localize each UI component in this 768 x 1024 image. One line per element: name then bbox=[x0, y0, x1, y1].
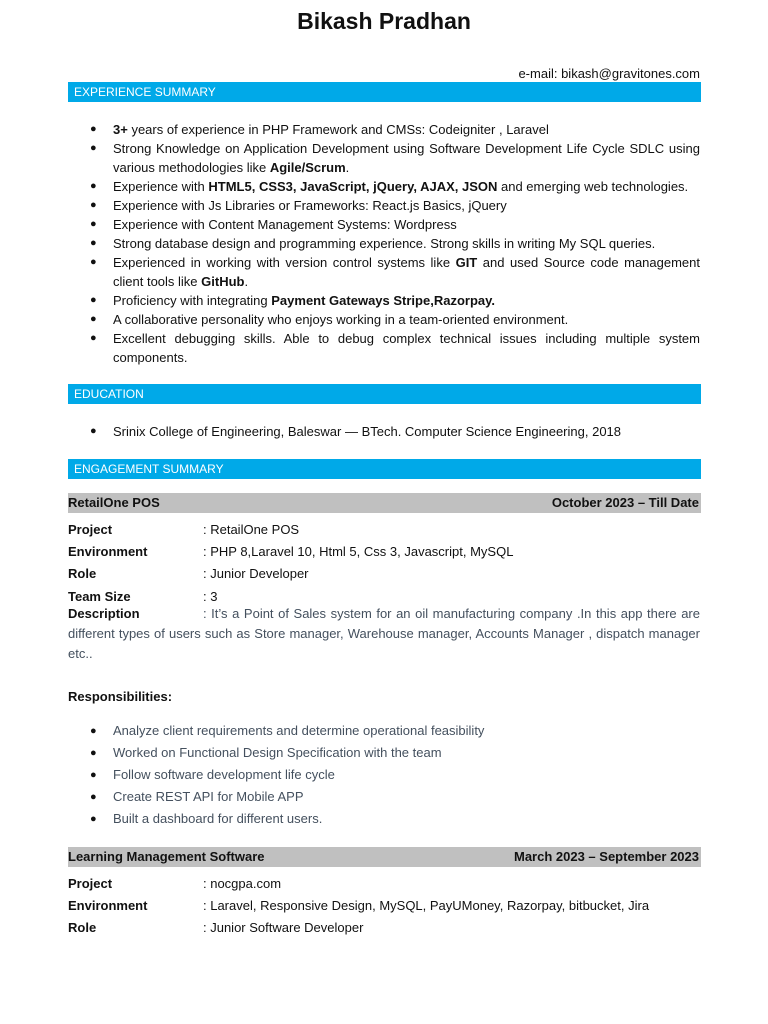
role-row bbox=[68, 563, 701, 585]
team-size-row bbox=[68, 585, 701, 605]
responsibilities-label: Responsibilities: bbox=[68, 689, 173, 704]
list-item: ● Srinix College of Engineering, Baleswar — BTech. Computer Science Engineering, 2018 bbox=[90, 424, 622, 439]
bullet-icon: ● bbox=[90, 425, 97, 437]
list-item: ● Excellent debugging skills. Able to debug complex technical issues including multiple system components. bbox=[90, 331, 700, 365]
environment-row bbox=[68, 541, 701, 563]
list-item: ● Proficiency with integrating Payment Gateways Stripe,Razorpay. bbox=[90, 293, 495, 308]
list-item: ● Experience with Js Libraries or Frameworks: React.js Basics, jQuery bbox=[90, 198, 507, 213]
list-item: ● Built a dashboard for different users. bbox=[68, 808, 700, 830]
environment-label: Environment bbox=[68, 544, 148, 559]
project-header-retailone bbox=[68, 493, 701, 513]
role-value: : Junior Developer bbox=[203, 566, 309, 581]
project-description bbox=[68, 604, 700, 664]
project-label: Project bbox=[68, 522, 113, 537]
project-title: Learning Management Software bbox=[68, 849, 265, 864]
team-size-label: Team Size bbox=[68, 589, 131, 604]
project-details-lms bbox=[68, 873, 701, 939]
email-line: e-mail: bikash@gravitones.com bbox=[518, 66, 700, 81]
education-list bbox=[68, 422, 700, 441]
education-header: EDUCATION bbox=[68, 384, 701, 404]
experience-list bbox=[68, 120, 700, 367]
project-period: March 2023 – September 2023 bbox=[514, 849, 699, 864]
bullet-icon: ● bbox=[90, 294, 97, 306]
role-label: Role bbox=[68, 920, 97, 935]
list-item: ● Follow software development life cycle bbox=[68, 764, 700, 786]
list-item: ● A collaborative personality who enjoys working in a team-oriented environment. bbox=[90, 312, 569, 327]
project-period: October 2023 – Till Date bbox=[551, 495, 699, 510]
project-row bbox=[68, 873, 701, 895]
environment-label: Environment bbox=[68, 898, 148, 913]
list-item: ● Experience with Content Management Systems: Wordpress bbox=[90, 217, 457, 232]
list-item: ● Experience with HTML5, CSS3, JavaScript, jQuery, AJAX, JSON and emerging web technologies. bbox=[90, 179, 689, 194]
list-item: ● Worked on Functional Design Specification with the team bbox=[68, 742, 700, 764]
bullet-icon: ● bbox=[90, 123, 97, 135]
bullet-icon: ● bbox=[90, 142, 97, 154]
bullet-icon: ● bbox=[90, 791, 97, 803]
environment-value: : PHP 8,Laravel 10, Html 5, Css 3, Javascript, MySQL bbox=[203, 544, 514, 559]
experience-summary-header: EXPERIENCE SUMMARY bbox=[68, 82, 701, 102]
description-label: Description bbox=[68, 606, 140, 621]
bullet-icon: ● bbox=[90, 218, 97, 230]
role-row bbox=[68, 917, 701, 939]
bullet-icon: ● bbox=[90, 237, 97, 249]
bullet-icon: ● bbox=[90, 769, 97, 781]
project-label: Project bbox=[68, 876, 113, 891]
list-item: ● Create REST API for Mobile APP bbox=[68, 786, 700, 808]
candidate-name: Bikash Pradhan bbox=[297, 8, 471, 34]
project-title: RetailOne POS bbox=[68, 495, 160, 510]
bullet-icon: ● bbox=[90, 199, 97, 211]
list-item: ● 3+ years of experience in PHP Framework and CMSs: Codeigniter , Laravel bbox=[90, 122, 549, 137]
list-item: ● Strong Knowledge on Application Development using Software Development Life Cycle SDLC using various methodologies like Agile/Scrum. bbox=[90, 141, 700, 175]
bullet-icon: ● bbox=[90, 747, 97, 759]
description-value: : It’s a Point of Sales system for an oil manufacturing company .In this app there are different types of users such as Store manager, Warehouse manager, Accounts Manager , dispatch manager etc.. bbox=[68, 606, 700, 661]
list-item: ● Analyze client requirements and determine operational feasibility bbox=[68, 720, 700, 742]
environment-value: : Laravel, Responsive Design, MySQL, PayUMoney, Razorpay, bitbucket, Jira bbox=[203, 898, 650, 913]
project-header-lms bbox=[68, 847, 701, 867]
bullet-icon: ● bbox=[90, 313, 97, 325]
engagement-summary-header: ENGAGEMENT SUMMARY bbox=[68, 459, 701, 479]
project-value: : nocgpa.com bbox=[203, 876, 282, 891]
bullet-icon: ● bbox=[90, 725, 97, 737]
bullet-icon: ● bbox=[90, 180, 97, 192]
role-label: Role bbox=[68, 566, 97, 581]
list-item: ● Strong database design and programming experience. Strong skills in writing My SQL queries. bbox=[90, 236, 656, 251]
list-item: ● Experienced in working with version control systems like GIT and used Source code management client tools like GitHub. bbox=[90, 255, 700, 289]
bullet-icon: ● bbox=[90, 813, 97, 825]
bullet-icon: ● bbox=[90, 256, 97, 268]
role-value: : Junior Software Developer bbox=[203, 920, 364, 935]
bullet-icon: ● bbox=[90, 332, 97, 344]
project-value: : RetailOne POS bbox=[203, 522, 300, 537]
project-row bbox=[68, 519, 701, 541]
environment-row bbox=[68, 895, 701, 917]
project-details-retailone bbox=[68, 519, 701, 605]
responsibilities-list bbox=[68, 720, 700, 830]
team-size-value: : 3 bbox=[203, 589, 218, 604]
